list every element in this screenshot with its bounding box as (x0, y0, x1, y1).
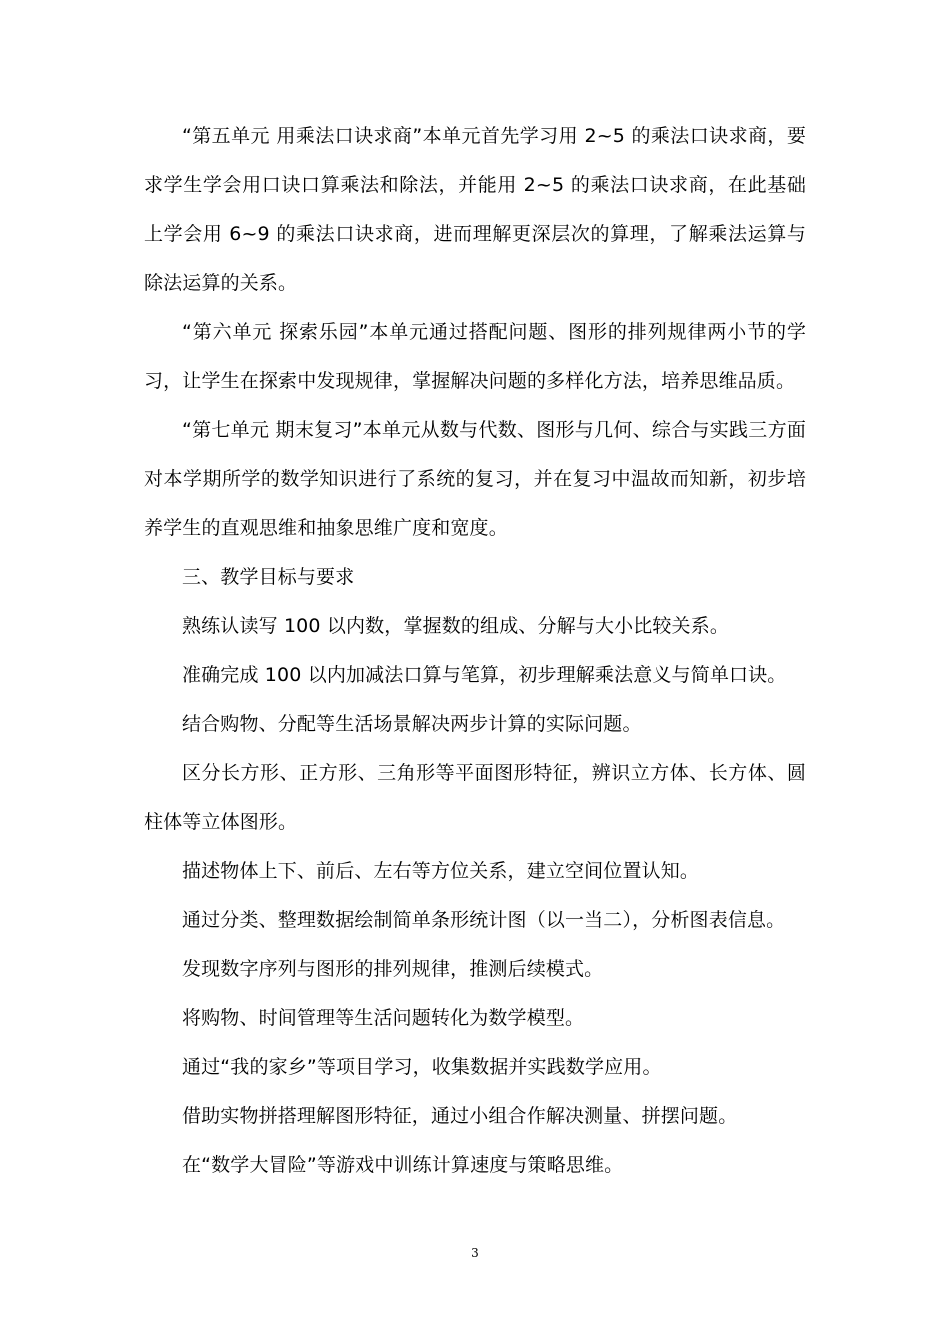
paragraph-unit-seven: “第七单元 期末复习”本单元从数与代数、图形与几何、综合与实践三方面对本学期所学的数学知识进行了系统的复习，并在复习中温故而知新，初步培养学生的直观思维和抽象思维广度和宽度。 (144, 419, 806, 539)
goal-item: 发现数字序列与图形的排列规律，推测后续模式。 (182, 958, 604, 980)
goal-item: 将购物、时间管理等生活问题转化为数学模型。 (182, 1007, 585, 1029)
goal-item: 熟练认读写 100 以内数，掌握数的组成、分解与大小比较关系。 (182, 615, 729, 637)
goal-item: 通过“我的家乡”等项目学习，收集数据并实践数学应用。 (182, 1056, 662, 1078)
page-number: 3 (471, 1246, 479, 1260)
goal-item: 准确完成 100 以内加减法口算与笔算，初步理解乘法意义与简单口诀。 (182, 664, 787, 686)
goal-item: 描述物体上下、前后、左右等方位关系，建立空间位置认知。 (182, 860, 700, 882)
goal-item: 区分长方形、正方形、三角形等平面图形特征，辨识立方体、长方体、圆柱体等立体图形。 (144, 762, 806, 833)
paragraph-unit-six: “第六单元 探索乐园”本单元通过搭配问题、图形的排列规律两小节的学习，让学生在探索中发现规律，掌握解决问题的多样化方法，培养思维品质。 (144, 321, 806, 392)
goal-item: 借助实物拼搭理解图形特征，通过小组合作解决测量、拼摆问题。 (182, 1105, 738, 1127)
goal-item: 通过分类、整理数据绘制简单条形统计图（以一当二），分析图表信息。 (182, 909, 786, 931)
goal-item: 在“数学大冒险”等游戏中训练计算速度与策略思维。 (182, 1154, 624, 1176)
goal-item: 结合购物、分配等生活场景解决两步计算的实际问题。 (182, 713, 642, 735)
paragraph-unit-five: “第五单元 用乘法口诀求商”本单元首先学习用 2~5 的乘法口诀求商，要求学生学会用口诀口算乘法和除法，并能用 2~5 的乘法口诀求商，在此基础上学会用 6~9 的乘法口诀求商，进而理解更深层次的算理，了解乘法运算与除法运算的关系。 (144, 125, 806, 294)
page-body (144, 112, 806, 1190)
section-heading-teaching-goals: 三、教学目标与要求 (182, 566, 355, 588)
